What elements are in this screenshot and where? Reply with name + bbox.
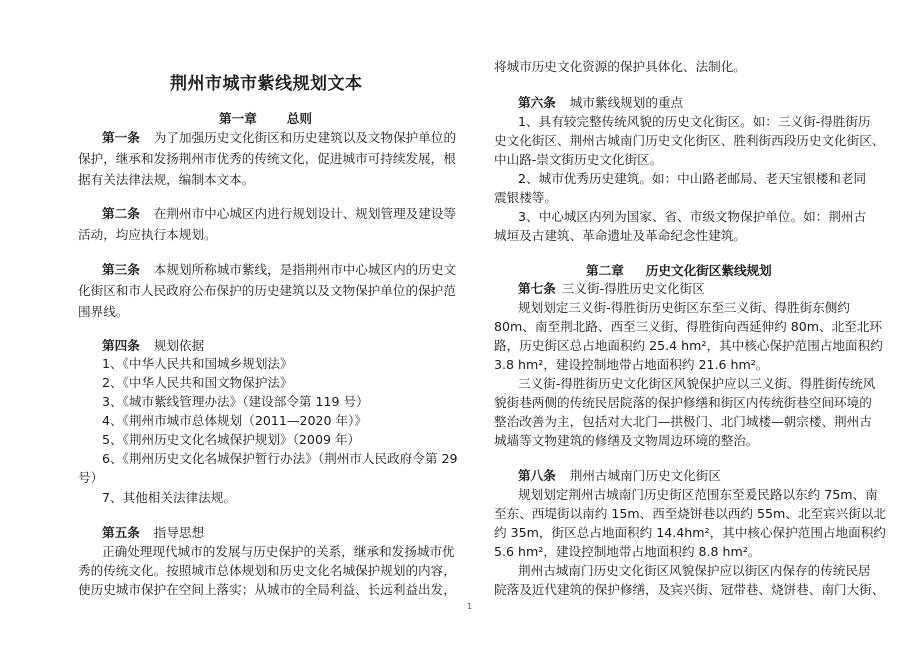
basis-item-6-cont: 号） <box>78 470 104 485</box>
article-2-line-2: 活动，均应执行本规划。 <box>78 227 217 242</box>
article-8-line-2: 至东、西堤街以南约 15m、西至烧饼巷以西约 55m、北至宾兴街以北 <box>494 506 887 521</box>
basis-item-7: 7、其他相关法律法规。 <box>102 490 236 505</box>
chapter-2-name: 历史文化街区紫线规划 <box>645 263 772 278</box>
article-8-line-6: 院落及近代建筑的保护修缮，及宾兴街、冠带巷、烧饼巷、南门大街、 <box>494 582 885 597</box>
article-1-line-1 <box>102 130 456 146</box>
article-6-heading <box>518 95 683 111</box>
chapter-1-name: 总则 <box>286 111 312 126</box>
article-1-text-1: 为了加强历史文化街区和历史建筑以及文物保护单位的 <box>153 130 457 145</box>
article-6-label: 第六条 <box>518 95 556 110</box>
article-6-line-4: 2、城市优秀历史建筑。如：中山路老邮局、老天宝银楼和老同 <box>518 171 867 186</box>
article-5-title: 指导思想 <box>153 525 205 540</box>
article-7-line-5: 三义街-得胜街历史文化街区风貌保护应以三义街、得胜街传统风 <box>518 376 876 391</box>
article-7-title: 三义街-得胜历史文化街区 <box>561 281 705 296</box>
article-7-line-1: 规划划定三义街-得胜街历史街区东至三义街、得胜街东侧约 <box>518 300 850 315</box>
basis-item-3: 3、《城市紫线管理办法》（建设部令第 119 号） <box>102 394 369 409</box>
chapter-2-heading <box>586 263 772 279</box>
article-3-line-3: 围界线。 <box>78 304 129 319</box>
article-5-line-3: 使历史城市保护在空间上落实；从城市的全局利益、长远利益出发， <box>78 582 456 597</box>
article-8-line-5: 荆州古城南门历史文化街区风貌保护应以街区内保存的传统民居 <box>518 563 871 578</box>
article-3-text-1: 本规划所称城市紫线，是指荆州市中心城区内的历史文 <box>153 262 457 277</box>
article-5-label: 第五条 <box>102 525 140 540</box>
article-8-title: 荆州古城南门历史文化街区 <box>569 468 721 483</box>
article-2-label: 第二条 <box>102 206 140 221</box>
article-7-line-4: 3.8 hm²，建设控制地带占地面积约 21.6 hm²。 <box>494 357 769 372</box>
basis-item-6: 6、《荆州历史文化名城保护暂行办法》（荆州市人民政府令第 29 <box>102 451 458 466</box>
article-7-line-8: 城墙等文物建筑的修缮及文物周边环境的整治。 <box>494 433 759 448</box>
article-1-line-3: 据有关法律法规，编制本文本。 <box>78 172 255 187</box>
chapter-1-number: 第一章 <box>219 111 257 126</box>
article-2-line-1 <box>102 206 456 222</box>
article-8-line-4: 5.6 hm²，建设控制地带占地面积约 8.8 hm²。 <box>494 544 761 559</box>
article-2-text-1: 在荆州市中心城区内进行规划设计、规划管理及建设等 <box>153 206 457 221</box>
article-3-label: 第三条 <box>102 262 140 277</box>
article-5-heading <box>102 525 204 541</box>
article-6-line-6: 3、中心城区内列为国家、省、市级文物保护单位。如：荆州古 <box>518 209 867 224</box>
basis-item-2: 2、《中华人民共和国文物保护法》 <box>102 375 293 390</box>
article-7-line-3: 路，历史街区总占地面积约 25.4 hm²，其中核心保护范围占地面积约 <box>494 338 883 353</box>
article-4-title: 规划依据 <box>153 338 205 353</box>
article-5-line-1: 正确处理现代城市的发展与历史保护的关系，继承和发扬城市优 <box>102 544 455 559</box>
article-1-label: 第一条 <box>102 130 140 145</box>
article-6-line-2: 史文化街区、荆州古城南门历史文化街区、胜利街西段历史文化街区、 <box>494 133 885 148</box>
article-8-line-3: 约 35m，街区总占地面积约 14.4hm²，其中核心保护范围占地面积约 <box>494 525 886 540</box>
article-7-label: 第七条 <box>518 281 556 296</box>
document-title: 荆州市城市紫线规划文本 <box>170 74 363 94</box>
article-8-heading <box>518 468 721 484</box>
page-number: 1 <box>467 602 473 611</box>
article-7-line-6: 貌街巷两侧的传统民居院落的保护修缮和街区内传统街巷空间环境的 <box>494 395 872 410</box>
article-1-line-2: 保护，继承和发扬荆州市优秀的传统文化，促进城市可持续发展，根 <box>78 151 456 166</box>
basis-item-4: 4、《荆州市城市总体规划（2011—2020 年）》 <box>102 413 368 428</box>
basis-item-5: 5、《荆州历史文化名城保护规划》（2009 年） <box>102 432 361 447</box>
article-7-line-2: 80m、南至荆北路、西至三义街、得胜街向西延伸约 80m、北至北环 <box>494 319 883 334</box>
article-6-title: 城市紫线规划的重点 <box>569 95 684 110</box>
article-6-line-7: 城垣及古建筑、革命遗址及革命纪念性建筑。 <box>494 228 746 243</box>
continued-line: 将城市历史文化资源的保护具体化、法制化。 <box>494 59 746 74</box>
chapter-2-number: 第二章 <box>586 263 624 278</box>
basis-item-1: 1、《中华人民共和国城乡规划法》 <box>102 356 293 371</box>
article-3-line-2: 化街区和市人民政府公布保护的历史建筑以及文物保护单位的保护范 <box>78 283 456 298</box>
article-7-heading <box>518 281 705 297</box>
chapter-1-heading <box>219 111 312 127</box>
article-7-line-7: 整治改善为主，包括对大北门—拱极门、北门城楼—朝宗楼、荆州古 <box>494 414 872 429</box>
article-4-heading <box>102 338 204 354</box>
article-6-line-3: 中山路-崇文街历史文化街区。 <box>494 152 663 167</box>
article-4-label: 第四条 <box>102 338 140 353</box>
article-6-line-1: 1、具有较完整传统风貌的历史文化街区。如：三义街-得胜街历 <box>518 114 871 129</box>
article-8-label: 第八条 <box>518 468 556 483</box>
article-8-line-1: 规划划定荆州古城南门历史街区范围东至爰民路以东约 75m、南 <box>518 487 878 502</box>
article-6-line-5: 震银楼等。 <box>494 190 557 205</box>
article-3-line-1 <box>102 262 456 278</box>
article-5-line-2: 秀的传统文化。按照城市总体规划和历史文化名城保护规划的内容， <box>78 563 456 578</box>
